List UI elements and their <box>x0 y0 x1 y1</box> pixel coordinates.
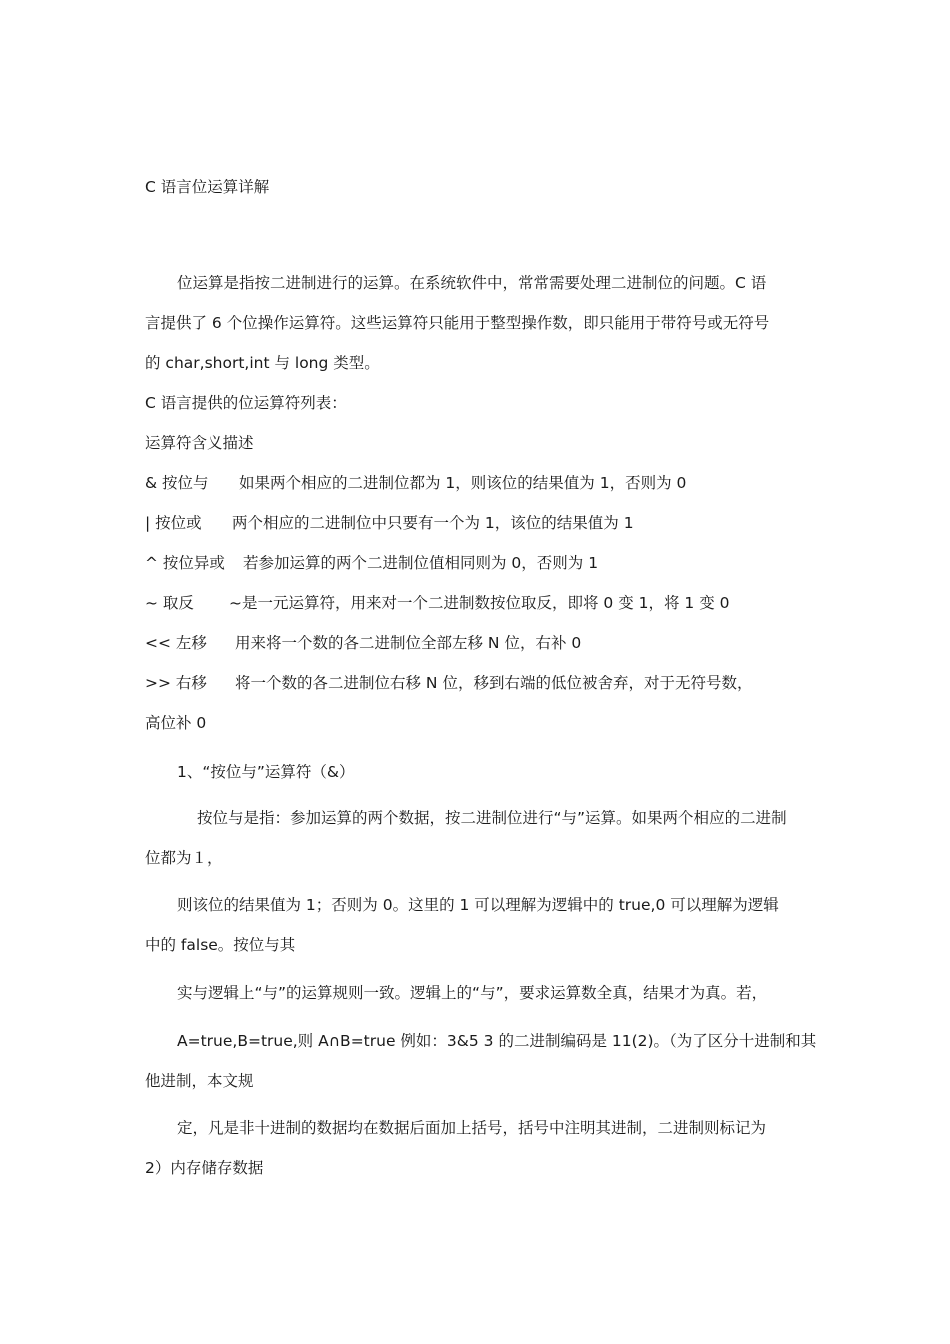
operator-row-xor <box>145 553 599 573</box>
operator-row-or <box>145 513 634 533</box>
section1-line-8: 定，凡是非十进制的数据均在数据后面加上括号，括号中注明其进制，二进制则标记为 <box>177 1119 767 1137</box>
operator-label: >> 右移 <box>145 674 207 692</box>
operator-label: & 按位与 <box>145 474 209 492</box>
operator-row-shift-left <box>145 633 582 653</box>
operator-row-and <box>145 473 687 493</box>
operator-label: ^ 按位异或 <box>145 554 225 572</box>
section1-line-9: 2）内存储存数据 <box>145 1159 264 1177</box>
operator-label: ~ 取反 <box>145 594 194 612</box>
operator-label: << 左移 <box>145 634 207 652</box>
section1-line-1: 按位与是指：参加运算的两个数据，按二进制位进行“与”运算。如果两个相应的二进制 <box>197 809 787 827</box>
operators-tail: 高位补 0 <box>145 714 207 732</box>
operator-description: 若参加运算的两个二进制位值相同则为 0，否则为 1 <box>243 554 599 572</box>
section1-line-5: 实与逻辑上“与”的运算规则一致。逻辑上的“与”，要求运算数全真，结果才为真。若， <box>177 984 768 1002</box>
section1-line-4: 中的 false。按位与其 <box>145 936 296 954</box>
operator-row-not <box>145 593 730 613</box>
section1-line-3: 则该位的结果值为 1；否则为 0。这里的 1 可以理解为逻辑中的 true,0 可以理解为逻辑 <box>177 896 779 914</box>
section1-line-7: 他进制，本文规 <box>145 1072 254 1090</box>
table-intro: C 语言提供的位运算符列表： <box>145 394 347 412</box>
intro-line-3: 的 char,short,int 与 long 类型。 <box>145 354 380 372</box>
intro-line-1: 位运算是指按二进制进行的运算。在系统软件中，常常需要处理二进制位的问题。C 语 <box>177 274 767 292</box>
section1-line-6: A=true,B=true,则 A∩B=true 例如：3&5 3 的二进制编码是 11(2)。（为了区分十进制和其 <box>177 1032 817 1050</box>
operator-row-shift-right <box>145 673 753 693</box>
table-header: 运算符含义描述 <box>145 434 254 452</box>
operator-label: | 按位或 <box>145 514 202 532</box>
operator-description: 用来将一个数的各二进制位全部左移 N 位，右补 0 <box>235 634 582 652</box>
operator-description: ~是一元运算符，用来对一个二进制数按位取反，即将 0 变 1，将 1 变 0 <box>229 594 730 612</box>
operator-description: 如果两个相应的二进制位都为 1，则该位的结果值为 1，否则为 0 <box>239 474 687 492</box>
operator-description: 将一个数的各二进制位右移 N 位，移到右端的低位被舍弃，对于无符号数， <box>235 674 753 692</box>
operator-description: 两个相应的二进制位中只要有一个为 1，该位的结果值为 1 <box>232 514 634 532</box>
section1-line-2: 位都为１， <box>145 849 223 867</box>
document-title: C 语言位运算详解 <box>145 178 270 196</box>
section1-heading: 1、“按位与”运算符（&） <box>177 763 355 781</box>
intro-line-2: 言提供了 6 个位操作运算符。这些运算符只能用于整型操作数，即只能用于带符号或无符号 <box>145 314 770 332</box>
